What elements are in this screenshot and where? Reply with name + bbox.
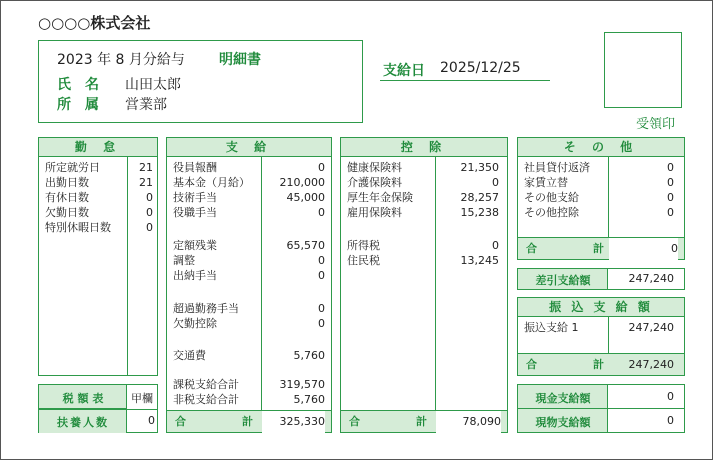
payments-label: 調整 bbox=[173, 254, 195, 267]
deductions-row bbox=[341, 205, 507, 220]
attendance-title: 勤 怠 bbox=[39, 138, 157, 157]
payments-label: 基本金（月給） bbox=[173, 176, 250, 189]
payments-row bbox=[167, 160, 331, 175]
payments-row bbox=[167, 175, 331, 190]
other-value: 0 bbox=[667, 161, 674, 174]
payments-value: 0 bbox=[318, 206, 325, 219]
other-label: その他控除 bbox=[524, 206, 579, 219]
payments-total-row bbox=[167, 410, 331, 432]
cash-pay-box bbox=[517, 384, 685, 409]
transfer-total-label: 合 計 bbox=[526, 358, 604, 371]
payday-underline bbox=[380, 80, 550, 81]
name-value: 山田太郎 bbox=[125, 77, 181, 93]
attendance-label: 出勤日数 bbox=[45, 176, 89, 189]
payments-value: 0 bbox=[318, 302, 325, 315]
attendance-row bbox=[39, 190, 157, 205]
payday-label: 支給日 bbox=[383, 63, 425, 79]
deductions-section bbox=[340, 137, 508, 433]
attendance-row bbox=[39, 205, 157, 220]
payments-value: 5,760 bbox=[293, 393, 325, 406]
deductions-value: 0 bbox=[492, 176, 499, 189]
tax-table-value: 甲欄 bbox=[131, 392, 153, 405]
payments-row bbox=[167, 253, 331, 268]
deductions-value: 21,350 bbox=[460, 161, 499, 174]
payments-value: 5,760 bbox=[293, 349, 325, 362]
payments-label: 欠勤控除 bbox=[173, 317, 217, 330]
other-title: そ の 他 bbox=[518, 138, 684, 157]
deductions-label: 介護保険料 bbox=[347, 176, 402, 189]
goods-pay-box bbox=[517, 408, 685, 433]
payments-label: 定額残業 bbox=[173, 239, 217, 252]
deductions-total-label: 合 計 bbox=[349, 415, 427, 428]
attendance-value: 0 bbox=[146, 191, 153, 204]
other-section bbox=[517, 137, 685, 260]
dependents-value: 0 bbox=[148, 414, 155, 427]
deductions-row bbox=[341, 190, 507, 205]
company-name: ○○○○株式会社 bbox=[38, 14, 151, 32]
deductions-row bbox=[341, 238, 507, 253]
payments-section bbox=[166, 137, 332, 433]
goods-pay-value: 0 bbox=[667, 414, 674, 427]
other-row bbox=[518, 190, 684, 205]
payments-row bbox=[167, 392, 331, 407]
other-total-row bbox=[518, 237, 684, 259]
attendance-value: 0 bbox=[146, 206, 153, 219]
attendance-value: 0 bbox=[146, 221, 153, 234]
tax-table-label: 税 額 表 bbox=[62, 392, 104, 405]
statement-title: 明細書 bbox=[219, 52, 261, 68]
attendance-row bbox=[39, 160, 157, 175]
payments-value: 319,570 bbox=[279, 378, 325, 391]
payments-label: 出納手当 bbox=[173, 269, 217, 282]
other-total-value: 0 bbox=[609, 238, 678, 260]
payday-value: 2025/12/25 bbox=[440, 60, 521, 76]
other-label: 家賃立替 bbox=[524, 176, 568, 189]
attendance-label: 欠勤日数 bbox=[45, 206, 89, 219]
attendance-label: 所定就労日 bbox=[45, 161, 100, 174]
payments-total-label: 合 計 bbox=[175, 415, 253, 428]
other-value: 0 bbox=[667, 176, 674, 189]
transfer-section bbox=[517, 297, 685, 376]
transfer-total-row bbox=[518, 353, 684, 375]
payments-row bbox=[167, 348, 331, 363]
payments-row bbox=[167, 316, 331, 331]
net-pay-value: 247,240 bbox=[628, 272, 674, 285]
dependents-label: 扶養人数 bbox=[57, 416, 109, 429]
payments-label: 交通費 bbox=[173, 349, 206, 362]
other-row bbox=[518, 175, 684, 190]
deductions-row bbox=[341, 253, 507, 268]
other-total-label: 合 計 bbox=[526, 242, 604, 255]
deductions-label: 所得税 bbox=[347, 239, 380, 252]
payments-value: 210,000 bbox=[279, 176, 325, 189]
attendance-value: 21 bbox=[139, 176, 153, 189]
other-label: 社員貸付返済 bbox=[524, 161, 590, 174]
payments-value: 0 bbox=[318, 161, 325, 174]
payments-total-value: 325,330 bbox=[262, 411, 325, 433]
cash-pay-value: 0 bbox=[667, 390, 674, 403]
payments-label: 超過勤務手当 bbox=[173, 302, 239, 315]
deductions-total-value: 78,090 bbox=[436, 411, 501, 433]
payments-value: 65,570 bbox=[286, 239, 325, 252]
payments-label: 役職手当 bbox=[173, 206, 217, 219]
header-box bbox=[38, 40, 363, 123]
name-label: 氏 名 bbox=[57, 77, 99, 93]
deductions-row bbox=[341, 175, 507, 190]
transfer-total-value: 247,240 bbox=[628, 358, 674, 371]
attendance-value: 21 bbox=[139, 161, 153, 174]
payments-value: 45,000 bbox=[286, 191, 325, 204]
goods-pay-label: 現物支給額 bbox=[535, 416, 591, 429]
net-pay-label: 差引支給額 bbox=[535, 274, 591, 287]
deductions-value: 13,245 bbox=[460, 254, 499, 267]
deductions-label: 雇用保険料 bbox=[347, 206, 402, 219]
dept-label: 所 属 bbox=[57, 97, 99, 113]
deductions-label: 健康保険料 bbox=[347, 161, 402, 174]
deductions-title: 控 除 bbox=[341, 138, 507, 157]
payments-row bbox=[167, 268, 331, 283]
other-row bbox=[518, 160, 684, 175]
payments-value: 0 bbox=[318, 254, 325, 267]
attendance-section bbox=[38, 137, 158, 376]
year-month: 2023 年 8 月分給与 bbox=[57, 52, 185, 68]
receipt-stamp-label: 受領印 bbox=[636, 117, 676, 132]
deductions-value: 15,238 bbox=[460, 206, 499, 219]
deductions-label: 厚生年金保険 bbox=[347, 191, 413, 204]
payments-label: 技術手当 bbox=[173, 191, 217, 204]
deductions-label: 住民税 bbox=[347, 254, 380, 267]
transfer-title: 振 込 支 給 額 bbox=[518, 298, 684, 317]
payments-row bbox=[167, 205, 331, 220]
other-value: 0 bbox=[667, 206, 674, 219]
dept-value: 営業部 bbox=[125, 97, 167, 113]
payments-row bbox=[167, 190, 331, 205]
net-pay-box bbox=[517, 268, 685, 290]
transfer-row bbox=[518, 320, 684, 335]
payments-title: 支 給 bbox=[167, 138, 331, 157]
receipt-stamp-box bbox=[604, 32, 682, 108]
attendance-label: 有休日数 bbox=[45, 191, 89, 204]
payments-label: 課税支給合計 bbox=[173, 378, 239, 391]
deductions-total-row bbox=[341, 410, 507, 432]
payments-label: 非税支給合計 bbox=[173, 393, 239, 406]
other-value: 0 bbox=[667, 191, 674, 204]
payments-value: 0 bbox=[318, 269, 325, 282]
other-row bbox=[518, 205, 684, 220]
tax-section bbox=[38, 384, 158, 433]
payments-label: 役員報酬 bbox=[173, 161, 217, 174]
other-label: その他支給 bbox=[524, 191, 579, 204]
tax-row-divider bbox=[39, 409, 157, 410]
attendance-row bbox=[39, 220, 157, 235]
deductions-value: 28,257 bbox=[460, 191, 499, 204]
payments-row bbox=[167, 301, 331, 316]
deductions-row bbox=[341, 160, 507, 175]
transfer-label: 振込支給 1 bbox=[524, 321, 579, 334]
payments-row bbox=[167, 377, 331, 392]
payments-row bbox=[167, 238, 331, 253]
attendance-label: 特別休暇日数 bbox=[45, 221, 111, 234]
cash-pay-label: 現金支給額 bbox=[535, 392, 591, 405]
transfer-value: 247,240 bbox=[628, 321, 674, 334]
payments-value: 0 bbox=[318, 317, 325, 330]
attendance-row bbox=[39, 175, 157, 190]
deductions-value: 0 bbox=[492, 239, 499, 252]
